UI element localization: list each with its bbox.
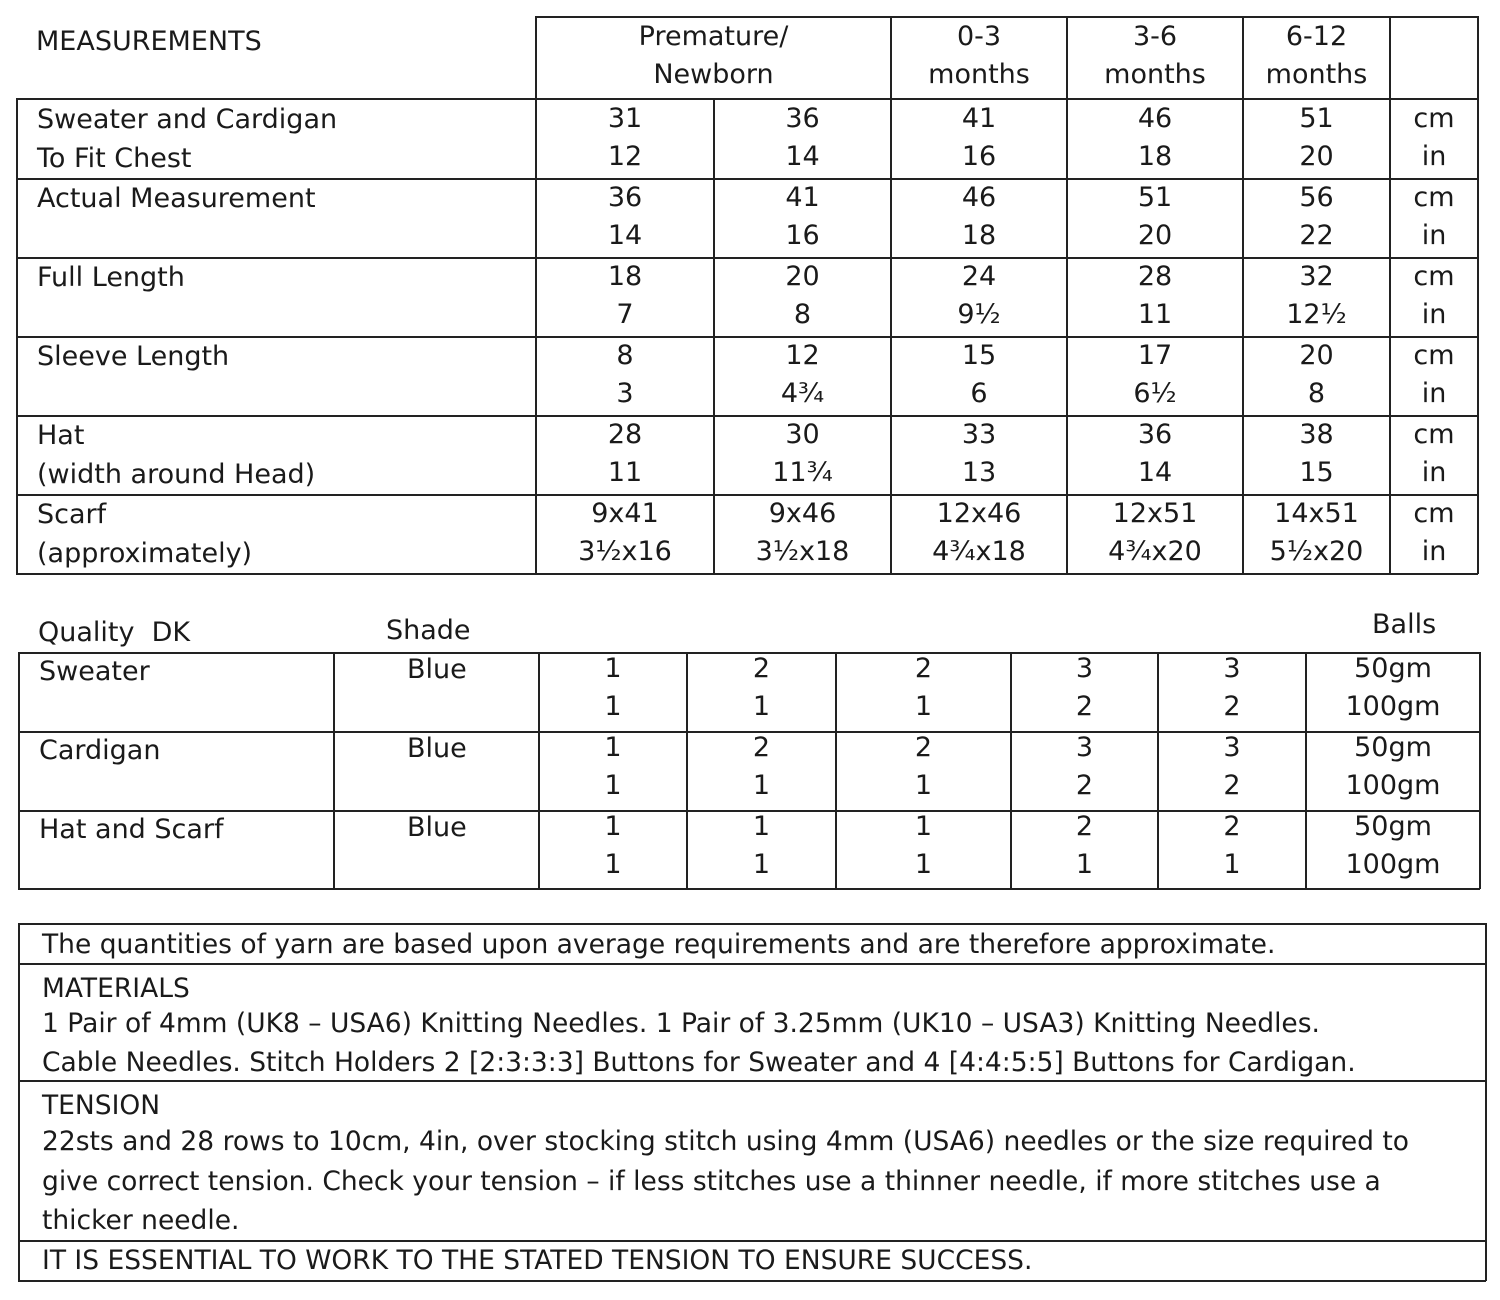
quality-label: Quality DK <box>38 617 191 648</box>
measurement-value: 20 8 <box>785 261 820 330</box>
yarn-ball-count: 2 1 <box>752 732 771 801</box>
measurement-value: 28 11 <box>1137 261 1173 330</box>
yarn-units: 50gm 100gm <box>1345 732 1441 801</box>
yarn-ball-count: 1 1 <box>604 811 622 880</box>
yarn-ball-count: 3 2 <box>1075 653 1094 722</box>
measurement-value: 36 14 <box>1137 419 1173 488</box>
measurement-value: 46 18 <box>1137 103 1173 172</box>
yarn-item: Cardigan <box>39 735 161 766</box>
measurement-value: 41 16 <box>785 182 820 251</box>
yarn-ball-count: 2 1 <box>752 653 771 722</box>
size-header-6-12: 6-12 months <box>1265 21 1368 90</box>
measurement-value: 31 12 <box>607 103 643 172</box>
measurement-value: 17 6½ <box>1133 340 1177 409</box>
tension-heading: TENSION <box>42 1090 161 1121</box>
measurement-value: 36 14 <box>607 182 643 251</box>
yarn-ball-count: 3 2 <box>1223 653 1241 722</box>
yarn-ball-count: 2 1 <box>1223 811 1241 880</box>
measurement-value: 20 8 <box>1299 340 1334 409</box>
size-header-3-6: 3-6 months <box>1104 21 1206 90</box>
yarn-units: 50gm 100gm <box>1345 811 1441 880</box>
measurement-value: 15 6 <box>961 340 997 409</box>
measurement-value: 36 14 <box>785 103 820 172</box>
materials-heading: MATERIALS <box>42 973 190 1004</box>
measurement-value: 38 15 <box>1299 419 1334 488</box>
measurement-value: 46 18 <box>961 182 997 251</box>
tension-line-2: give correct tension. Check your tension – if less stitches use a thinner needle, if more stitches use a <box>42 1166 1381 1197</box>
yarn-shade: Blue <box>407 812 467 843</box>
measurement-label: Full Length <box>37 262 185 293</box>
yarn-shade: Blue <box>407 733 467 764</box>
measurement-value: 32 12½ <box>1286 261 1347 330</box>
yarn-item: Sweater <box>39 656 150 687</box>
yarn-ball-count: 3 2 <box>1075 732 1094 801</box>
yarn-ball-count: 1 1 <box>914 811 933 880</box>
measurement-value: 8 3 <box>616 340 634 409</box>
yarn-item: Hat and Scarf <box>39 814 224 845</box>
measurement-units: cm in <box>1413 182 1455 251</box>
essential-note: IT IS ESSENTIAL TO WORK TO THE STATED TENSION TO ENSURE SUCCESS. <box>42 1245 1033 1276</box>
yarn-ball-count: 2 1 <box>914 653 933 722</box>
measurement-label: Scarf (approximately) <box>37 499 253 569</box>
measurement-label: Hat (width around Head) <box>37 420 316 490</box>
size-header-newborn: Premature/ Newborn <box>638 21 789 90</box>
materials-line-2: Cable Needles. Stitch Holders 2 [2:3:3:3] Buttons for Sweater and 4 [4:4:5:5] Buttons for Cardigan. <box>42 1047 1356 1078</box>
shade-header: Shade <box>386 615 471 646</box>
measurement-value: 12x46 4¾x18 <box>932 498 1026 567</box>
measurement-label: Actual Measurement <box>37 183 316 214</box>
measurement-value: 12x51 4¾x20 <box>1108 498 1202 567</box>
tension-line-3: thicker needle. <box>42 1205 240 1236</box>
measurements-title: MEASUREMENTS <box>36 26 262 57</box>
yarn-shade: Blue <box>407 654 467 685</box>
measurement-value: 18 7 <box>607 261 643 330</box>
yarn-ball-count: 1 1 <box>604 732 622 801</box>
measurement-value: 14x51 5½x20 <box>1269 498 1364 567</box>
measurement-units: cm in <box>1413 261 1455 330</box>
balls-header: Balls <box>1372 609 1437 640</box>
yarn-units: 50gm 100gm <box>1345 653 1441 722</box>
size-header-0-3: 0-3 months <box>928 21 1030 90</box>
measurement-value: 33 13 <box>961 419 997 488</box>
measurement-value: 56 22 <box>1299 182 1334 251</box>
tension-line-1: 22sts and 28 rows to 10cm, 4in, over stocking stitch using 4mm (USA6) needles or the size required to <box>42 1126 1409 1157</box>
measurement-value: 28 11 <box>607 419 643 488</box>
measurement-label: Sweater and Cardigan To Fit Chest <box>37 104 338 174</box>
quantities-note: The quantities of yarn are based upon average requirements and are therefore approximate. <box>42 929 1276 960</box>
yarn-ball-count: 1 1 <box>604 653 622 722</box>
measurement-value: 51 20 <box>1137 182 1173 251</box>
yarn-ball-count: 2 1 <box>1075 811 1094 880</box>
yarn-ball-count: 2 1 <box>914 732 933 801</box>
measurement-value: 24 9½ <box>957 261 1001 330</box>
measurement-value: 12 4¾ <box>780 340 825 409</box>
measurement-value: 51 20 <box>1299 103 1334 172</box>
measurement-value: 41 16 <box>961 103 997 172</box>
yarn-ball-count: 3 2 <box>1223 732 1241 801</box>
measurement-units: cm in <box>1413 103 1455 172</box>
measurement-value: 30 11¾ <box>772 419 833 488</box>
yarn-ball-count: 1 1 <box>752 811 771 880</box>
measurement-value: 9x46 3½x18 <box>755 498 850 567</box>
measurement-value: 9x41 3½x16 <box>578 498 672 567</box>
measurement-label: Sleeve Length <box>37 341 230 372</box>
measurement-units: cm in <box>1413 419 1455 488</box>
materials-line-1: 1 Pair of 4mm (UK8 – USA6) Knitting Needles. 1 Pair of 3.25mm (UK10 – USA3) Knitting Needles. <box>42 1008 1320 1039</box>
measurement-units: cm in <box>1413 498 1455 567</box>
measurement-units: cm in <box>1413 340 1455 409</box>
